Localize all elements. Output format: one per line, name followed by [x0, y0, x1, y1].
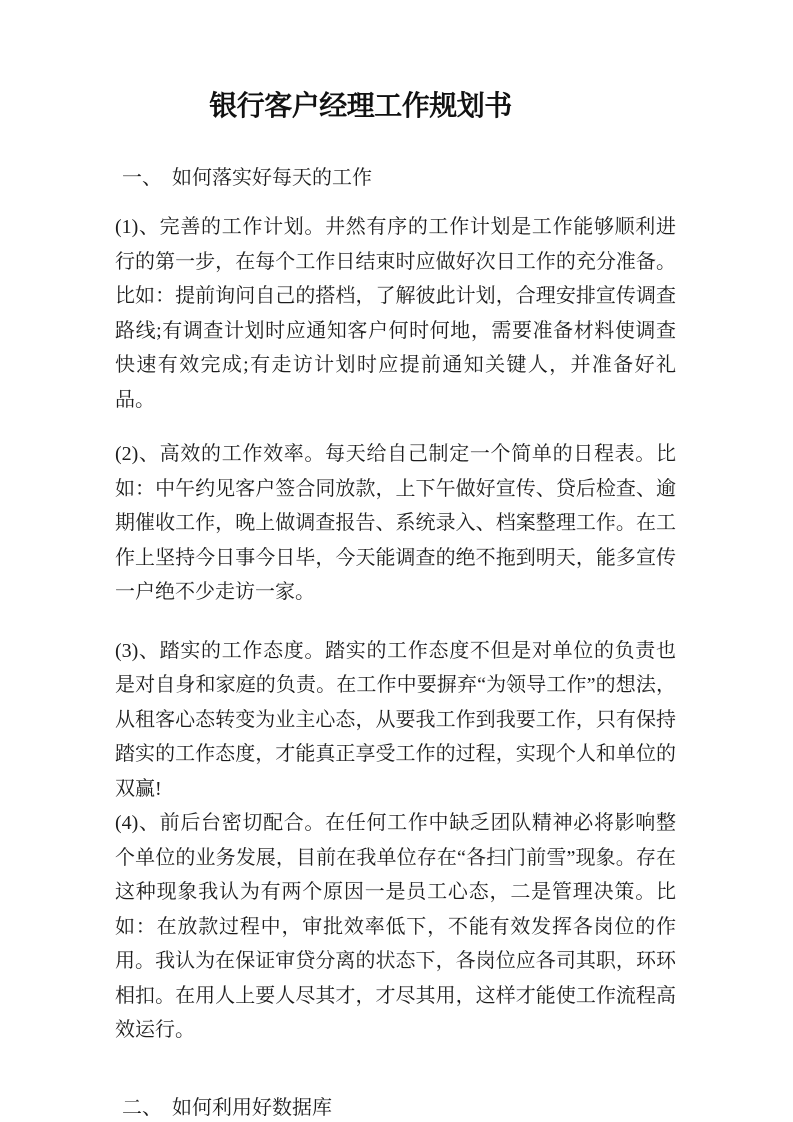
- paragraph-team-cooperation: (4)、前后台密切配合。在任何工作中缺乏团队精神必将影响整个单位的业务发展，目前在我单位存在“各扫门前雪”现象。存在这种现象我认为有两个原因一是员工心态，二是管理决策。比如：在放款过程中，审批效率低下，不能有效发挥各岗位的作用。我认为在保证审贷分离的状态下，各岗位应各司其职，环环相扣。在用人上要人尽其才，才尽其用，这样才能使工作流程高效运行。: [115, 812, 676, 1041]
- paragraph-work-efficiency: (2)、高效的工作效率。每天给自己制定一个简单的日程表。比如：中午约见客户签合同放款，上下午做好宣传、贷后检查、逾期催收工作，晚上做调查报告、系统录入、档案整理工作。在工作上坚持今日事今日毕，今天能调查的绝不拖到明天，能多宣传一户绝不少走访一家。: [115, 443, 676, 603]
- section-heading-1: 一、 如何落实好每天的工作: [122, 167, 372, 189]
- paragraph-work-plan: (1)、完善的工作计划。井然有序的工作计划是工作能够顺利进行的第一步，在每个工作日结束时应做好次日工作的充分准备。比如：提前询问自己的搭档，了解彼此计划，合理安排宣传调查路线;有调查计划时应通知客户何时何地，需要准备材料使调查快速有效完成;有走访计划时应提前通知关键人，并准备好礼品。: [115, 216, 676, 411]
- paragraph-work-attitude: (3)、踏实的工作态度。踏实的工作态度不但是对单位的负责也是对自身和家庭的负责。在工作中要摒弃“为领导工作”的想法，从租客心态转变为业主心态，从要我工作到我要工作，只有保持踏实的工作态度，才能真正享受工作的过程，实现个人和单位的双赢!: [115, 639, 676, 800]
- section-heading-2: 二、 如何利用好数据库: [122, 1096, 332, 1119]
- document-title: 银行客户经理工作规划书: [209, 91, 512, 122]
